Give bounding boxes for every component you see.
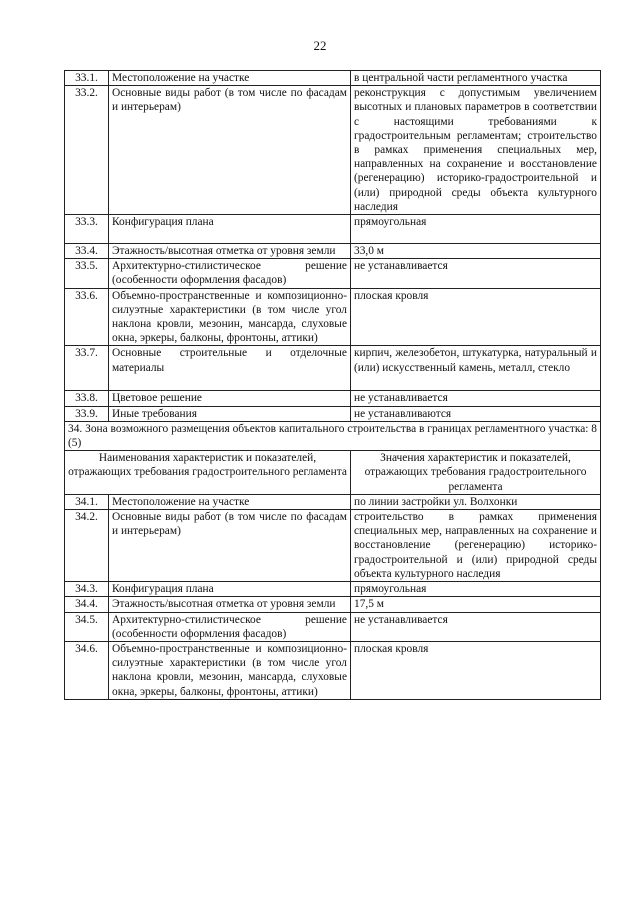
row-value: кирпич, железобетон, штукатурка, натуральный и (или) искусственный камень, металл, стекло [351,346,601,391]
row-label: Архитектурно-стилистическое решение (особенности оформления фасадов) [109,259,351,288]
table-row [65,71,601,86]
row-label: Основные строительные и отделочные материалы [109,346,351,391]
row-value: в центральной части регламентного участка [351,71,601,86]
row-value: строительство в рамках применения специальных мер, направленных на сохранение и восстановление (регенерацию) историко-градостроительной и (или) природной среды объекта культурного наследия [351,510,601,582]
row-label: Местоположение на участке [109,494,351,509]
row-value: реконструкция с допустимым увеличением высотных и плановых параметров в соответствии с настоящими требованиями к градостроительным регламентам; строительство в рамках применения специальных мер, направленных на сохранение и восстановление (регенерацию) историко-градостроительной и (или) природной среды объекта культурного наследия [351,86,601,215]
row-label: Основные виды работ (в том числе по фасадам и интерьерам) [109,510,351,582]
row-label: Архитектурно-стилистическое решение (особенности оформления фасадов) [109,612,351,641]
row-value: 33,0 м [351,244,601,259]
row-value: плоская кровля [351,288,601,346]
row-label: Местоположение на участке [109,71,351,86]
row-value: 17,5 м [351,597,601,612]
row-label: Этажность/высотная отметка от уровня земли [109,597,351,612]
row-number: 33.4. [65,244,109,259]
row-number: 33.2. [65,86,109,215]
row-number: 33.9. [65,406,109,421]
row-number: 34.4. [65,597,109,612]
row-value: прямоугольная [351,215,601,244]
section-title-row [65,421,601,450]
table-row [65,582,601,597]
row-number: 33.7. [65,346,109,391]
row-value: не устанавливаются [351,406,601,421]
row-number: 34.6. [65,641,109,699]
row-number: 33.8. [65,391,109,406]
table-row [65,346,601,391]
row-label: Объемно-пространственные и композиционно-силуэтные характеристики (в том числе угол наклона кровли, мезонин, мансарда, слуховые окна, эркеры, балконы, фронтоны, аттики) [109,641,351,699]
table-row [65,510,601,582]
row-number: 34.1. [65,494,109,509]
table-row [65,244,601,259]
table-row [65,259,601,288]
row-number: 34.3. [65,582,109,597]
row-number: 33.6. [65,288,109,346]
table-row [65,597,601,612]
header-left: Наименования характеристик и показателей, отражающих требования градостроительного регламента [65,451,351,495]
table-row [65,86,601,215]
row-number: 33.5. [65,259,109,288]
regulation-table [64,70,601,700]
row-label: Основные виды работ (в том числе по фасадам и интерьерам) [109,86,351,215]
row-number: 34.5. [65,612,109,641]
row-label: Этажность/высотная отметка от уровня земли [109,244,351,259]
header-right: Значения характеристик и показателей, отражающих требования градостроительного регламента [351,451,601,495]
page-number: 22 [313,38,327,53]
section-title: 34. Зона возможного размещения объектов капитального строительства в границах регламентного участка: 8 (5) [65,421,601,450]
row-value: не устанавливается [351,612,601,641]
row-number: 33.3. [65,215,109,244]
row-value: прямоугольная [351,582,601,597]
table-row [65,215,601,244]
row-label: Конфигурация плана [109,215,351,244]
table-row [65,406,601,421]
row-label: Цветовое решение [109,391,351,406]
row-value: не устанавливается [351,391,601,406]
row-label: Объемно-пространственные и композиционно-силуэтные характеристики (в том числе угол наклона кровли, мезонин, мансарда, слуховые окна, эркеры, балконы, фронтоны, аттики) [109,288,351,346]
row-label: Иные требования [109,406,351,421]
row-number: 34.2. [65,510,109,582]
table-row [65,494,601,509]
table-row [65,391,601,406]
row-number: 33.1. [65,71,109,86]
row-value: плоская кровля [351,641,601,699]
table-row [65,612,601,641]
row-value: по линии застройки ул. Волхонки [351,494,601,509]
table-row [65,288,601,346]
row-value: не устанавливается [351,259,601,288]
table-row [65,641,601,699]
header-row [65,451,601,495]
row-label: Конфигурация плана [109,582,351,597]
